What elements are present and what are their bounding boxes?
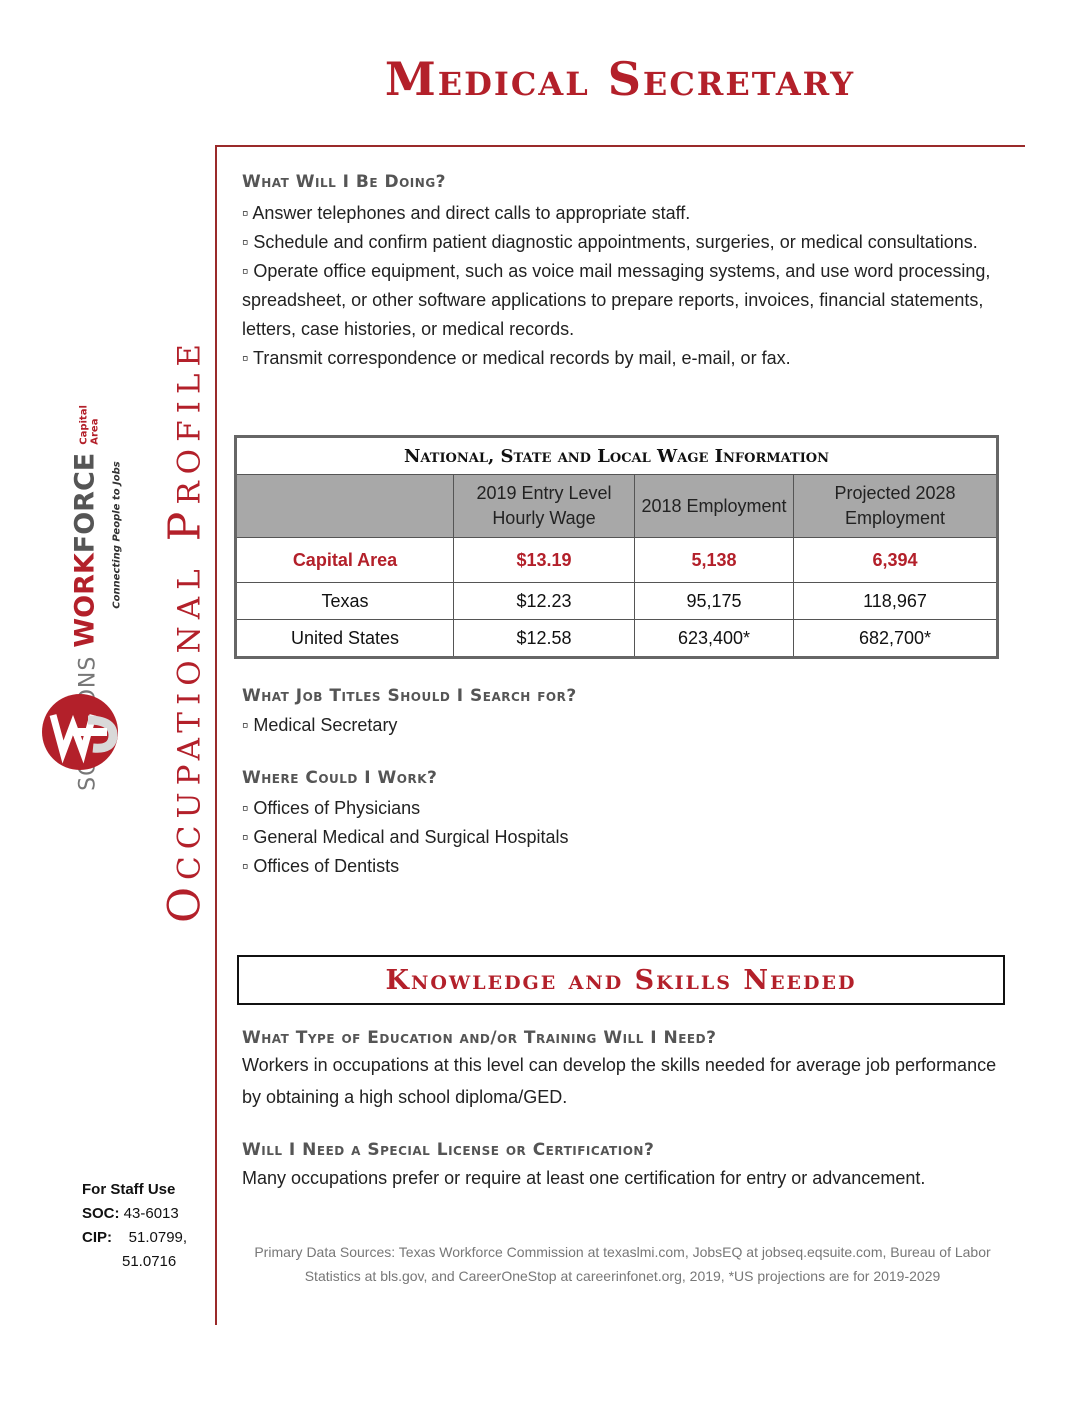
- work-item: ▫ General Medical and Surgical Hospitals: [242, 827, 569, 847]
- doing-list: [242, 199, 1007, 373]
- logo-force-word: FORCE: [69, 452, 101, 554]
- work-item: ▫ Offices of Dentists: [242, 856, 400, 876]
- wage-header-cell: [236, 475, 454, 538]
- table-cell: 623,400*: [635, 620, 794, 658]
- job-titles-list: [242, 711, 1007, 740]
- cip-code-2: 51.0716: [122, 1253, 177, 1270]
- logo-tagline: Connecting People to Jobs: [111, 461, 123, 609]
- table-row: [236, 583, 998, 620]
- table-cell: $12.23: [454, 583, 635, 620]
- cip-code: CIP: 51.0799,: [82, 1229, 188, 1246]
- license-heading: Will I Need a Special License or Certification?: [242, 1140, 655, 1160]
- staff-use-block: [82, 1178, 187, 1274]
- table-cell: 118,967: [794, 583, 998, 620]
- table-cell: Texas: [236, 583, 454, 620]
- work-heading: Where Could I Work?: [242, 768, 438, 788]
- table-cell: United States: [236, 620, 454, 658]
- table-row: [236, 620, 998, 658]
- doing-item: ▫ Operate office equipment, such as voice mail messaging systems, and use word processing, spreadsheet, or other software applications to prepare reports, invoices, financial statements, letters, case histories, or medical records.: [242, 261, 991, 339]
- logo-capital-area: [79, 405, 101, 445]
- table-cell: 95,175: [635, 583, 794, 620]
- job-titles-heading: What Job Titles Should I Search for?: [242, 686, 577, 706]
- occupational-profile-label: Occupational Profile: [159, 336, 211, 924]
- doing-item: ▫ Transmit correspondence or medical records by mail, e-mail, or fax.: [242, 348, 791, 368]
- table-cell: 6,394: [794, 538, 998, 583]
- logo-area: Area: [89, 418, 101, 445]
- wage-table: [234, 435, 999, 659]
- data-sources: Primary Data Sources: Texas Workforce Commission at texaslmi.com, JobsEQ at jobseq.eqsuite.com, Bureau of Labor Statistics at bls.gov, and CareerOneStop at careerinfonet.org, 2019, *US projections are for 2019-2029: [254, 1244, 991, 1284]
- wage-header-cell: 2018 Employment: [635, 475, 794, 538]
- table-cell: $12.58: [454, 620, 635, 658]
- staff-use-heading: For Staff Use: [82, 1181, 176, 1198]
- top-divider: [215, 145, 1025, 147]
- table-cell: $13.19: [454, 538, 635, 583]
- job-title-item: ▫ Medical Secretary: [242, 715, 398, 735]
- doing-item: ▫ Schedule and confirm patient diagnostic appointments, surgeries, or medical consultations.: [242, 232, 978, 252]
- wage-header-row: [236, 475, 998, 538]
- wage-table-title: National, State and Local Wage Information: [236, 437, 998, 475]
- logo-workforce-text: [70, 453, 101, 648]
- wage-header-cell: 2019 Entry Level Hourly Wage: [454, 475, 635, 538]
- doing-item: ▫ Answer telephones and direct calls to appropriate staff.: [242, 203, 691, 223]
- logo-capital: Capital: [78, 405, 90, 445]
- table-row: [236, 538, 998, 583]
- soc-code: SOC: 43-6013: [82, 1205, 179, 1222]
- skills-banner: Knowledge and Skills Needed: [237, 955, 1005, 1005]
- wage-header-cell: Projected 2028 Employment: [794, 475, 998, 538]
- workforce-logo-icon: [33, 690, 128, 775]
- table-cell: Capital Area: [236, 538, 454, 583]
- page-title: Medical Secretary: [384, 52, 856, 106]
- logo-work-word: WORK: [69, 553, 101, 648]
- doing-heading: What Will I Be Doing?: [242, 172, 447, 192]
- side-divider: [215, 145, 217, 1325]
- education-heading: What Type of Education and/or Training Will I Need?: [242, 1028, 717, 1048]
- work-item: ▫ Offices of Physicians: [242, 798, 421, 818]
- table-cell: 682,700*: [794, 620, 998, 658]
- table-cell: 5,138: [635, 538, 794, 583]
- education-text: Workers in occupations at this level can develop the skills needed for average job performance by obtaining a high school diploma/GED.: [242, 1055, 997, 1107]
- license-text: Many occupations prefer or require at least one certification for entry or advancement.: [242, 1168, 926, 1188]
- work-list: [242, 794, 1007, 881]
